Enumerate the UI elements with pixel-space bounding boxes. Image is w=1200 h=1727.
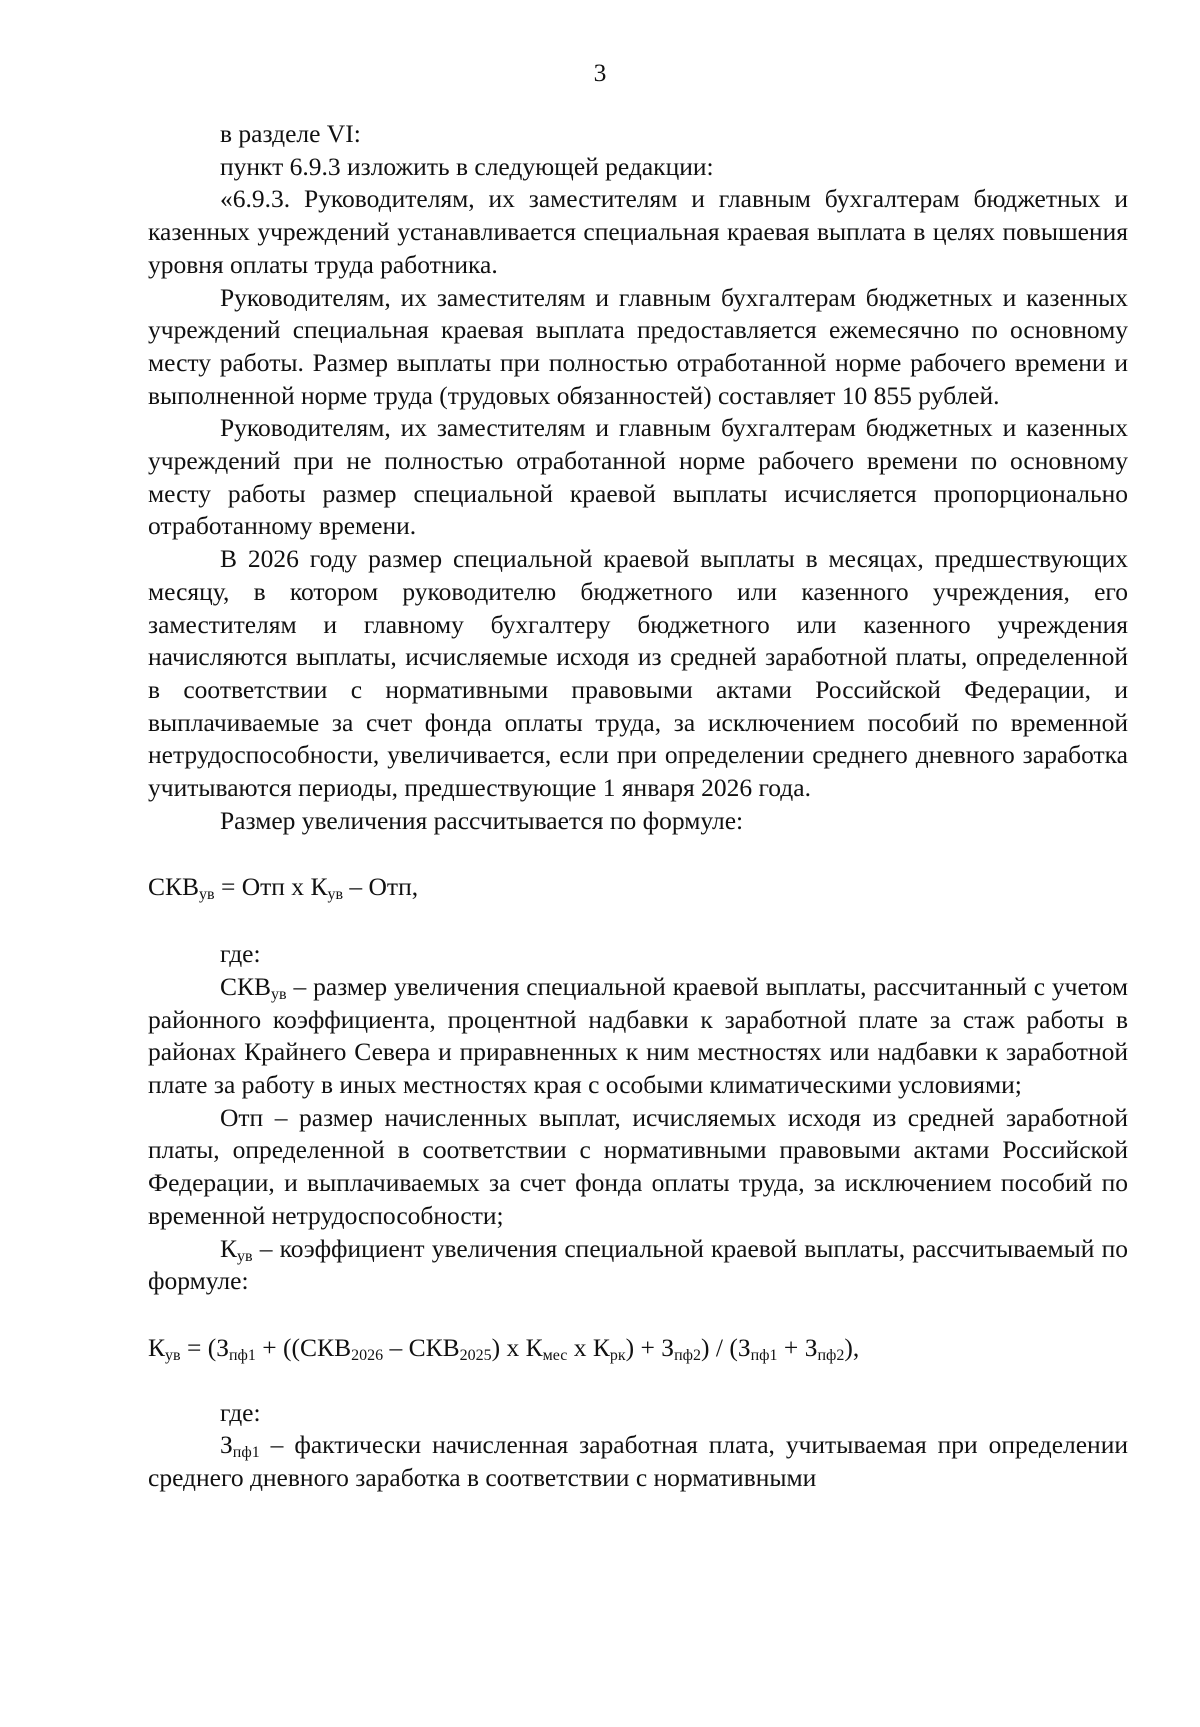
f2-skv-2026: СКВ [300,1332,352,1362]
f2-k-mes-sub: мес [542,1346,568,1364]
skv-subscript: ув [271,985,287,1003]
paragraph-k-definition [148,1233,1128,1298]
f2-k-rk-sub: рк [609,1346,626,1364]
f2-end: ), [844,1332,860,1362]
z-symbol: З [220,1430,233,1460]
f2-plus-open: + (( [255,1332,301,1362]
f2-eq: = ( [180,1332,217,1362]
formula-eq-part: = Отп х [214,872,311,902]
k-subscript: ув [237,1247,253,1265]
paragraph-item-ref: пункт 6.9.3 изложить в следующей редакции: [220,151,714,181]
z-definition-text: – фактически начисленная заработная плата, учитываемая при определении среднего дневного заработка в соответствии с нормативными [148,1430,1128,1493]
f2-z2-sub: пф2 [674,1346,701,1364]
f2-skv-2025: СКВ [408,1332,460,1362]
f2-divide: ) / ( [701,1332,738,1362]
paragraph-where-2: где: [220,1397,261,1427]
formula-skv-uv [148,871,1128,904]
f2-z1-sub: пф1 [228,1346,256,1364]
document-body [148,118,1128,1495]
formula-k-symbol: К [310,872,328,902]
paragraph-proportional: Руководителям, их заместителям и главным бухгалтерам бюджетных и казенных учреждений при не полностью отработанной норме рабочего времени по основному месту работы размер специальной краевой выплаты исчисляется пропорционально отработанному времени. [148,413,1128,541]
formula-k-uv [148,1332,1128,1365]
f2-z3-sub: пф1 [750,1346,778,1364]
formula-uv-subscript: ув [199,886,215,904]
f2-skv-2025-sub: 2025 [459,1346,492,1364]
paragraph-skv-definition [148,971,1128,1102]
f2-z4: З [804,1332,818,1362]
skv-definition-text: – размер увеличения специальной краевой выплаты, рассчитанный с учетом районного коэффициента, процентной надбавки к заработной плате за стаж работы в районах Крайнего Севера и приравненных к ним местностях или надбавки к заработной плате за работу в иных местностях края с особыми климатическими условиями; [148,971,1128,1099]
paragraph-6-9-3: «6.9.3. Руководителям, их заместителям и главным бухгалтерам бюджетных и казенных учреждений устанавливается специальная краевая выплата в целях повышения уровня оплаты труда работника. [148,184,1128,279]
k-definition-text: – коэффициент увеличения специальной краевой выплаты, рассчитываемый по формуле: [148,1233,1128,1296]
f2-plus-1: ) + [625,1332,662,1362]
page-number: 3 [593,58,607,87]
paragraph-z-definition [148,1429,1128,1494]
paragraph-section-ref: в разделе VI: [220,119,361,148]
f2-plus-2: + [777,1332,805,1362]
f2-z2: З [661,1332,675,1362]
paragraph-where-1: где: [220,939,261,969]
f2-minus: – [383,1332,409,1362]
k-symbol: К [220,1233,238,1263]
f2-z4-sub: пф2 [817,1346,845,1364]
f2-times-1: ) х [491,1332,526,1362]
f2-k-mes: К [525,1332,543,1362]
f2-k-rk: К [592,1332,610,1362]
f2-k: К [148,1332,166,1362]
f2-k-sub: ув [165,1346,181,1364]
f2-times-2: х [567,1332,593,1362]
formula-k-subscript: ув [327,886,344,904]
f2-z1: З [216,1332,229,1362]
f2-skv-2026-sub: 2026 [351,1346,384,1364]
f2-z3: З [737,1332,751,1362]
formula-tail-part: – Отп, [343,872,419,902]
z-subscript: пф1 [232,1444,260,1462]
formula-skv-symbol: СКВ [148,872,200,902]
paragraph-monthly-payment: Руководителям, их заместителям и главным бухгалтерам бюджетных и казенных учреждений специальная краевая выплата предоставляется ежемесячно по основному месту работы. Размер выплаты при полностью отработанной норме рабочего времени и выполненной норме труда (трудовых обязанностей) составляет 10 855 рублей. [148,282,1128,410]
paragraph-otp-definition: Отп – размер начисленных выплат, исчисляемых исходя из средней заработной платы, определенной в соответствии с нормативными правовыми актами Российской Федерации, и выплачиваемых за счет фонда оплаты труда, за исключением пособий по временной нетрудоспособности; [148,1102,1128,1230]
paragraph-2026-increase: В 2026 году размер специальной краевой выплаты в месяцах, предшествующих месяцу, в котором руководителю бюджетного или казенного учреждения, его заместителям и главному бухгалтеру бюджетного или казенного учреждения начисляются выплаты, исчисляемые исходя из средней заработной платы, определенной в соответствии с нормативными правовыми актами Российской Федерации, и выплачиваемые за счет фонда оплаты труда, за исключением пособий по временной нетрудоспособности, увеличивается, если при определении среднего дневного заработка учитываются периоды, предшествующие 1 января 2026 года. [148,544,1128,803]
skv-symbol: СКВ [220,971,272,1001]
paragraph-formula-intro: Размер увеличения рассчитывается по формуле: [220,805,744,835]
